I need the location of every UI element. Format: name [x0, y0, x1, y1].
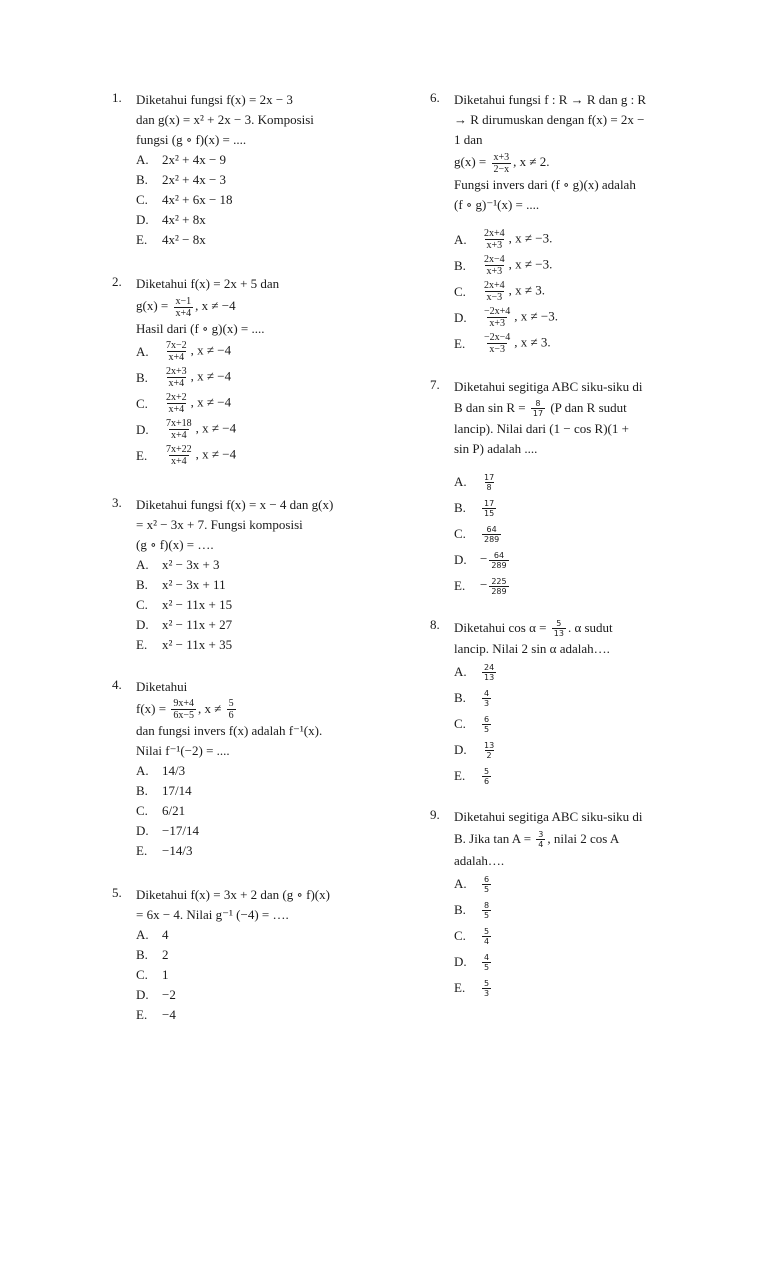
question-stem-line: adalah…. [454, 852, 505, 868]
answer-option-a[interactable]: A. $\frac{17}{8}$ [454, 472, 495, 492]
answer-option-c[interactable]: C. x² − 11x + 15 [136, 596, 233, 612]
question-stem-line: Diketahui segitiga ABC siku-siku di [454, 378, 643, 394]
fraction: $\frac{2x-4}{x+3}$ [484, 254, 505, 278]
fraction: $\frac{-2x+4}{x+3}$ [484, 306, 511, 330]
fraction: $\frac{24}{13}$ [484, 662, 495, 682]
fraction: $\frac{13}{2}$ [484, 740, 495, 760]
answer-option-e[interactable]: E. −4 [136, 1007, 176, 1023]
fraction: $\frac{5}{13}$ [553, 619, 564, 639]
question-stem-line: Nilai f⁻¹(−2) = .... [136, 743, 230, 759]
fraction: $\frac{x+3}{2-x}$ [493, 151, 510, 175]
fraction: $\frac{5}{6}$ [228, 698, 234, 722]
question-stem-line: Diketahui fungsi f : R → R dan g : R [454, 92, 647, 107]
fraction: $\frac{6}{5}$ [484, 874, 490, 894]
answer-option-c[interactable]: C. $\frac{2x+2}{x+4}$ , x ≠ −4 [136, 392, 232, 416]
answer-option-e[interactable]: E. x² − 11x + 35 [136, 636, 233, 652]
fraction: $\frac{2x+4}{x-3}$ [484, 280, 505, 304]
question-6 [430, 90, 680, 357]
answer-option-d[interactable]: D. −17/14 [136, 823, 199, 839]
question-number: 6. [430, 90, 440, 105]
question-stem-formula: B. Jika tan A = $\frac{3}{4}$ , nilai 2 cos A [454, 830, 620, 850]
answer-option-e[interactable]: E. −14/3 [136, 843, 193, 859]
question-8 [430, 617, 680, 789]
answer-option-a[interactable]: A. $\frac{7x-2}{x+4}$ , x ≠ −4 [136, 340, 232, 364]
question-number: 3. [112, 494, 122, 510]
answer-option-c[interactable]: C. $\frac{2x+4}{x-3}$ , x ≠ 3. [454, 280, 546, 304]
answer-option-c[interactable]: C. 4x² + 6x − 18 [136, 192, 233, 207]
question-7 [430, 377, 680, 599]
question-stem-line: = x² − 3x + 7. Fungsi komposisi [136, 516, 303, 532]
answer-option-a[interactable]: A. $\frac{6}{5}$ [454, 874, 490, 894]
fraction: $\frac{4}{3}$ [484, 688, 490, 708]
fraction: $\frac{17}{8}$ [484, 472, 495, 492]
fraction: $\frac{7x+22}{x+4}$ [166, 444, 192, 468]
fraction: $\frac{2x+3}{x+4}$ [166, 366, 187, 390]
fraction: $\frac{-2x-4}{x-3}$ [484, 332, 511, 356]
fraction: $\frac{7x+18}{x+4}$ [166, 418, 192, 442]
question-stem-line: sin P) adalah .... [454, 440, 538, 456]
question-number: 8. [430, 616, 440, 632]
answer-option-e[interactable]: E. 4x² − 8x [136, 232, 206, 247]
answer-option-a[interactable]: A. 4 [136, 927, 169, 943]
fraction: $\frac{x-1}{x+4}$ [175, 295, 192, 319]
answer-option-e[interactable]: E. $\frac{-2x-4}{x-3}$ , x ≠ 3. [454, 332, 551, 356]
answer-option-a[interactable]: A. $\frac{24}{13}$ [454, 662, 495, 682]
answer-option-a[interactable]: A. $\frac{2x+4}{x+3}$ , x ≠ −3. [454, 228, 553, 252]
question-stem-line: dan g(x) = x² + 2x − 3. Komposisi [136, 112, 314, 127]
question-stem-formula: g(x) = $\frac{x+3}{2-x}$ , x ≠ 2. [454, 151, 550, 175]
question-stem-line: Diketahui fungsi f(x) = x − 4 dan g(x) [136, 496, 334, 512]
question-number: 1. [112, 90, 122, 105]
answer-option-e[interactable]: E. $\frac{5}{3}$ [454, 978, 490, 998]
question-stem-line: Diketahui [136, 678, 188, 694]
fraction: $\frac{8}{17}$ [532, 399, 544, 419]
left-column [112, 90, 372, 1025]
answer-option-b[interactable]: B. $\frac{2x+3}{x+4}$ , x ≠ −4 [136, 366, 232, 390]
answer-option-d[interactable]: D. 4x² + 8x [136, 212, 206, 227]
answer-option-d[interactable]: D. $\frac{7x+18}{x+4}$ , x ≠ −4 [136, 418, 237, 442]
answer-option-e[interactable]: E. $\frac{5}{6}$ [454, 766, 490, 786]
fraction: $\frac{2x+4}{x+3}$ [484, 228, 505, 252]
answer-option-e[interactable]: E. $\frac{7x+22}{x+4}$ , x ≠ −4 [136, 444, 237, 468]
question-5 [112, 885, 372, 1025]
fraction: $\frac{8}{5}$ [484, 900, 490, 920]
question-stem-formula: g(x) = $\frac{x-1}{x+4}$ , x ≠ −4 [136, 295, 236, 319]
question-stem-line: Diketahui segitiga ABC siku-siku di [454, 808, 643, 824]
answer-option-a[interactable]: A. 2x² + 4x − 9 [136, 152, 227, 167]
answer-option-b[interactable]: B. 2x² + 4x − 3 [136, 172, 227, 187]
fraction: $\frac{64}{289}$ [491, 550, 507, 570]
question-2 [112, 274, 372, 469]
answer-option-b[interactable]: B. $\frac{2x-4}{x+3}$ , x ≠ −3. [454, 254, 553, 278]
answer-option-c[interactable]: C. $\frac{64}{289}$ [454, 524, 500, 544]
answer-option-d[interactable]: D. x² − 11x + 27 [136, 616, 233, 632]
question-1 [112, 90, 372, 250]
answer-option-a[interactable]: A. 14/3 [136, 763, 186, 779]
question-number: 9. [430, 806, 440, 822]
question-number: 4. [112, 676, 122, 692]
question-stem-formula: Diketahui cos α = $\frac{5}{13}$ . α sudut [454, 619, 613, 639]
answer-option-d[interactable]: D. $\frac{-2x+4}{x+3}$ , x ≠ −3. [454, 306, 558, 330]
answer-option-d[interactable]: D. −2 [136, 987, 176, 1003]
question-stem-line: lancip. Nilai 2 sin α adalah…. [454, 640, 610, 656]
answer-option-d[interactable]: D. − $\frac{64}{289}$ [454, 550, 507, 570]
question-stem-line: (g ∘ f)(x) = …. [136, 536, 214, 552]
right-column [430, 90, 680, 1001]
answer-option-c[interactable]: C. 6/21 [136, 803, 186, 819]
question-stem-line: Diketahui fungsi f(x) = 2x − 3 [136, 92, 293, 107]
question-stem-line: Fungsi invers dari (f ∘ g)(x) adalah [454, 176, 636, 192]
answer-option-a[interactable]: A. x² − 3x + 3 [136, 556, 220, 572]
answer-option-c[interactable]: C. 1 [136, 967, 169, 983]
answer-option-d[interactable]: D. $\frac{13}{2}$ [454, 740, 495, 760]
fraction: $\frac{2x+2}{x+4}$ [166, 392, 187, 416]
answer-option-b[interactable]: B. $\frac{17}{15}$ [454, 498, 495, 518]
fraction: $\frac{3}{4}$ [538, 830, 544, 850]
answer-option-b[interactable]: B. 2 [136, 947, 169, 963]
question-stem-line: → R dirumuskan dengan f(x) = 2x − [454, 112, 645, 127]
question-stem-line: = 6x − 4. Nilai g⁻¹ (−4) = …. [136, 907, 289, 923]
question-stem-line: Diketahui f(x) = 3x + 2 dan (g ∘ f)(x) [136, 887, 330, 903]
question-number: 2. [112, 274, 122, 289]
fraction: $\frac{17}{15}$ [484, 498, 495, 518]
question-3 [112, 495, 372, 655]
fraction: $\frac{6}{5}$ [484, 714, 490, 734]
question-stem-line: fungsi (g ∘ f)(x) = .... [136, 132, 247, 147]
question-number: 7. [430, 376, 440, 392]
question-stem-line: dan fungsi invers f(x) adalah f⁻¹(x). [136, 723, 323, 739]
question-stem-formula: B dan sin R = $\frac{8}{17}$ (P dan R sudut [454, 399, 627, 419]
fraction: $\frac{5}{3}$ [484, 978, 490, 998]
question-stem-line: (f ∘ g)⁻¹(x) = .... [454, 196, 540, 212]
answer-option-e[interactable]: E. − $\frac{225}{289}$ [454, 576, 507, 596]
fraction: $\frac{4}{5}$ [484, 952, 490, 972]
question-4 [112, 677, 372, 862]
question-stem-line: lancip). Nilai dari (1 − cos R)(1 + [454, 420, 629, 436]
answer-option-b[interactable]: B. $\frac{8}{5}$ [454, 900, 490, 920]
fraction: $\frac{7x-2}{x+4}$ [166, 340, 187, 364]
fraction: $\frac{5}{4}$ [484, 926, 490, 946]
question-number: 5. [112, 885, 122, 901]
answer-option-b[interactable]: B. $\frac{4}{3}$ [454, 688, 490, 708]
question-stem-line: Diketahui f(x) = 2x + 5 dan [136, 276, 280, 291]
answer-option-c[interactable]: C. $\frac{5}{4}$ [454, 926, 490, 946]
answer-option-b[interactable]: B. x² − 3x + 11 [136, 576, 226, 592]
question-9 [430, 807, 680, 1001]
fraction: $\frac{9x+4}{6x-5}$ [173, 698, 194, 722]
fraction: $\frac{64}{289}$ [484, 524, 500, 544]
fraction: $\frac{5}{6}$ [484, 766, 490, 786]
question-stem-line: Hasil dari (f ∘ g)(x) = .... [136, 320, 265, 336]
answer-option-c[interactable]: C. $\frac{6}{5}$ [454, 714, 490, 734]
question-stem-line: 1 dan [454, 132, 483, 147]
answer-option-b[interactable]: B. 17/14 [136, 783, 192, 799]
answer-option-d[interactable]: D. $\frac{4}{5}$ [454, 952, 490, 972]
fraction: $\frac{225}{289}$ [491, 576, 507, 596]
question-stem-formula: f(x) = $\frac{9x+4}{6x-5}$ , x ≠ $\frac{5}{6}$ [136, 698, 234, 722]
